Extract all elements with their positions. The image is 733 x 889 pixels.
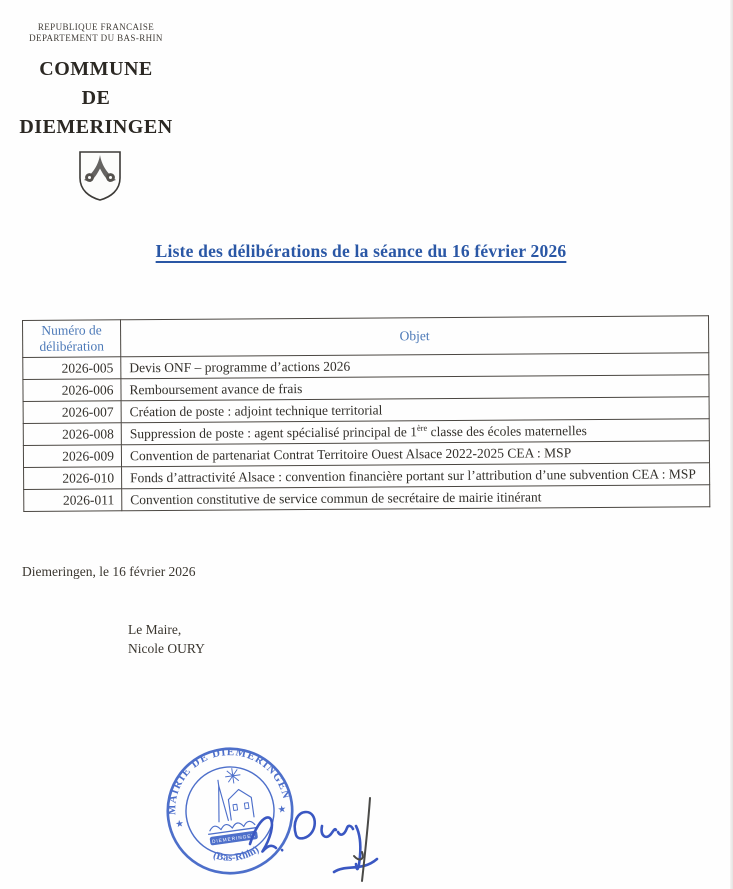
signature-block: [128, 621, 205, 659]
row-objet: Fonds d’attractivité Alsace : convention financière portant sur l’attribution d’une subvention CEA : MSP: [122, 463, 710, 489]
commune-line-1: COMMUNE: [39, 57, 153, 80]
column-header-objet: Objet: [121, 316, 709, 357]
row-objet: Convention constitutive de service commun de secrétaire de mairie itinérant: [122, 485, 710, 511]
stamp-star-left-icon: ★: [174, 818, 185, 831]
signatory-name: Nicole OURY: [128, 640, 205, 656]
row-number: 2026-005: [23, 357, 121, 380]
stamp-banner-text: DIEMERINGEN: [211, 833, 257, 846]
commune-name: [10, 55, 182, 142]
signatory-title: Le Maire,: [128, 622, 182, 637]
stamp-star-right-icon: ★: [277, 803, 288, 816]
row-number: 2026-006: [23, 379, 121, 402]
commune-line-3: DIEMERINGEN: [19, 115, 173, 138]
handwritten-signature-icon: [234, 786, 386, 888]
place-date: Diemeringen, le 16 février 2026: [22, 564, 196, 579]
row-objet: Suppression de poste : agent spécialisé principal de 1ère classe des écoles maternelles: [121, 419, 709, 445]
row-objet: Création de poste : adjoint technique territorial: [121, 397, 709, 423]
commune-line-2: DE: [81, 86, 111, 109]
row-number: 2026-011: [24, 489, 122, 512]
deliberations-table-wrap: [22, 315, 710, 512]
coat-of-arms-icon: [77, 150, 123, 202]
row-objet: Devis ONF – programme d’actions 2026: [121, 353, 709, 379]
title-row: [0, 241, 722, 262]
row-number: 2026-008: [23, 423, 121, 446]
row-number: 2026-010: [24, 467, 122, 490]
stamp-top-text: MAIRIE DE DIEMERINGEN: [166, 746, 293, 816]
table-row: [24, 485, 710, 512]
page-title: Liste des délibérations de la séance du 16 février 2026: [155, 241, 567, 261]
table-header-row: [23, 316, 709, 358]
row-number: 2026-007: [23, 401, 121, 424]
letterhead: [10, 22, 182, 142]
column-header-numero: Numéro de délibération: [23, 320, 121, 358]
department-line: DEPARTEMENT DU BAS-RHIN: [29, 33, 163, 44]
republic-line: REPUBLIQUE FRANCAISE: [37, 22, 155, 32]
row-objet: Convention de partenariat Contrat Territoire Ouest Alsace 2022-2025 CEA : MSP: [121, 441, 709, 467]
deliberations-table-body: [23, 353, 710, 512]
row-objet: Remboursement avance de frais: [121, 375, 709, 401]
row-number: 2026-009: [23, 445, 121, 468]
stamp-bottom-text: (Bas-Rhin): [211, 844, 262, 864]
deliberations-table: [22, 315, 710, 512]
